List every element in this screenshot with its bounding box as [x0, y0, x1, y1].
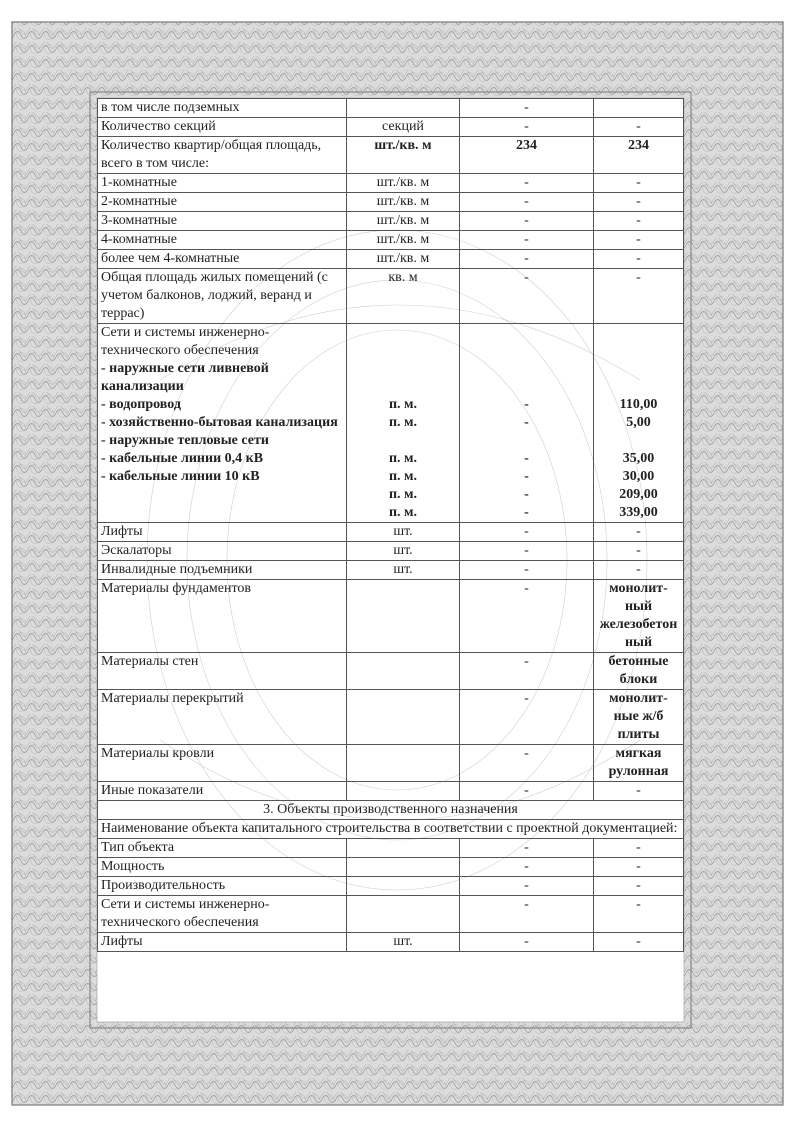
project-value: - [460, 690, 594, 745]
network-item-actual: 30,00 [622, 469, 655, 484]
document-body [97, 98, 684, 952]
table-row [98, 933, 684, 952]
project-value: - [460, 561, 594, 580]
table-row [98, 877, 684, 896]
network-item-name: - наружные тепловые сети [101, 433, 269, 448]
indicator-name: в том числе подземных [98, 99, 347, 118]
table-row [98, 99, 684, 118]
indicator-name: Инвалидные подъемники [98, 561, 347, 580]
indicators-table [97, 98, 684, 952]
actual-value: - [594, 542, 684, 561]
indicator-name: Тип объекта [98, 839, 347, 858]
table-row [98, 193, 684, 212]
network-item-unit: п. м. [388, 451, 418, 466]
unit-cell: шт. [347, 561, 460, 580]
table-row [98, 118, 684, 137]
network-item-project: - [524, 397, 529, 412]
actual-value: 234 [594, 137, 684, 174]
unit-cell [347, 653, 460, 690]
networks-names [98, 324, 347, 523]
actual-value: - [594, 174, 684, 193]
networks-header: Сети и системы инженерно-технического обеспечения [101, 325, 270, 358]
actual-value [594, 99, 684, 118]
actual-value: - [594, 231, 684, 250]
unit-cell: шт./кв. м [347, 231, 460, 250]
project-value: - [460, 193, 594, 212]
table-row [98, 561, 684, 580]
table-row [98, 782, 684, 801]
network-item-project: - [524, 487, 529, 502]
indicator-name: 2-комнатные [98, 193, 347, 212]
network-item-name: - водопровод [101, 397, 181, 412]
actual-value: - [594, 212, 684, 231]
network-item-actual: 339,00 [619, 505, 658, 520]
unit-cell: шт./кв. м [347, 250, 460, 269]
indicator-name: более чем 4-комнатные [98, 250, 347, 269]
unit-cell [347, 858, 460, 877]
unit-cell [347, 99, 460, 118]
table-row [98, 653, 684, 690]
indicator-name: Иные показатели [98, 782, 347, 801]
actual-value: - [594, 858, 684, 877]
network-item-actual: 110,00 [619, 397, 658, 412]
project-value: 234 [460, 137, 594, 174]
project-value: - [460, 580, 594, 653]
indicator-name: Материалы кровли [98, 745, 347, 782]
table-row [98, 580, 684, 653]
table-row [98, 542, 684, 561]
actual-value: - [594, 250, 684, 269]
project-value: - [460, 269, 594, 324]
unit-cell [347, 745, 460, 782]
table-row [98, 269, 684, 324]
project-value: - [460, 745, 594, 782]
table-row [98, 250, 684, 269]
actual-value: - [594, 523, 684, 542]
project-value: - [460, 933, 594, 952]
networks-row [98, 324, 684, 523]
project-value: - [460, 877, 594, 896]
table-row [98, 839, 684, 858]
unit-cell: шт./кв. м [347, 193, 460, 212]
actual-value: - [594, 782, 684, 801]
unit-cell: шт./кв. м [347, 212, 460, 231]
unit-cell: шт. [347, 542, 460, 561]
network-item-unit: п. м. [388, 505, 418, 520]
project-value: - [460, 896, 594, 933]
table-row [98, 690, 684, 745]
unit-cell [347, 877, 460, 896]
unit-cell [347, 839, 460, 858]
network-item-actual: 35,00 [622, 451, 655, 466]
actual-value: - [594, 839, 684, 858]
unit-cell: шт./кв. м [347, 174, 460, 193]
network-item-unit: п. м. [388, 415, 418, 430]
project-value: - [460, 782, 594, 801]
indicator-name: 3-комнатные [98, 212, 347, 231]
unit-cell [347, 690, 460, 745]
table-row [98, 212, 684, 231]
indicator-name: 1-комнатные [98, 174, 347, 193]
indicator-name: Количество секций [98, 118, 347, 137]
unit-cell [347, 580, 460, 653]
project-value: - [460, 174, 594, 193]
indicator-name: Материалы фундаментов [98, 580, 347, 653]
project-value: - [460, 231, 594, 250]
project-value: - [460, 523, 594, 542]
section3-description-row [98, 820, 684, 839]
indicator-name: Эскалаторы [98, 542, 347, 561]
project-value: - [460, 653, 594, 690]
section3-title-row [98, 801, 684, 820]
actual-value: бетонные блоки [594, 653, 684, 690]
table-row [98, 745, 684, 782]
actual-value: - [594, 193, 684, 212]
network-item-project: - [524, 469, 529, 484]
table-row [98, 137, 684, 174]
section3-title: 3. Объекты производственного назначения [98, 801, 684, 820]
unit-cell [347, 782, 460, 801]
actual-value: - [594, 896, 684, 933]
actual-value: мягкая рулонная [594, 745, 684, 782]
indicator-name: Сети и системы инженерно-технического обеспечения [98, 896, 347, 933]
table-row [98, 896, 684, 933]
project-value: - [460, 99, 594, 118]
table-row [98, 858, 684, 877]
unit-cell [347, 896, 460, 933]
actual-value: монолит-ные ж/б плиты [594, 690, 684, 745]
unit-cell: шт./кв. м [347, 137, 460, 174]
indicator-name: Количество квартир/общая площадь, всего в том числе: [98, 137, 347, 174]
networks-units [347, 324, 460, 523]
unit-cell: кв. м [347, 269, 460, 324]
network-item-unit: п. м. [388, 397, 418, 412]
indicator-name: Материалы стен [98, 653, 347, 690]
project-value: - [460, 250, 594, 269]
actual-value: - [594, 269, 684, 324]
network-item-project: - [524, 505, 529, 520]
table-row [98, 174, 684, 193]
project-value: - [460, 118, 594, 137]
table-row [98, 231, 684, 250]
project-value: - [460, 858, 594, 877]
actual-value: - [594, 877, 684, 896]
actual-value: - [594, 118, 684, 137]
network-item-name: - наружные сети ливневой канализации [101, 361, 269, 394]
unit-cell: шт. [347, 933, 460, 952]
unit-cell: шт. [347, 523, 460, 542]
actual-value: - [594, 561, 684, 580]
network-item-unit: п. м. [388, 487, 418, 502]
indicator-name: Лифты [98, 933, 347, 952]
indicator-name: Общая площадь жилых помещений (с учетом балконов, лоджий, веранд и террас) [98, 269, 347, 324]
network-item-name: - хозяйственно-бытовая канализация [101, 415, 338, 430]
network-item-project: - [524, 451, 529, 466]
networks-actual [594, 324, 684, 523]
project-value: - [460, 212, 594, 231]
indicator-name: Лифты [98, 523, 347, 542]
network-item-actual: 209,00 [619, 487, 658, 502]
indicator-name: Производительность [98, 877, 347, 896]
network-item-name: - кабельные линии 10 кВ [101, 469, 260, 484]
network-item-name: - кабельные линии 0,4 кВ [101, 451, 264, 466]
actual-value: монолит-ный железобетон ный [594, 580, 684, 653]
network-item-unit: п. м. [388, 469, 418, 484]
unit-cell: секций [347, 118, 460, 137]
section3-description: Наименование объекта капитального строительства в соответствии с проектной документацией: [98, 820, 684, 839]
network-item-project: - [524, 415, 529, 430]
indicator-name: Материалы перекрытий [98, 690, 347, 745]
indicator-name: 4-комнатные [98, 231, 347, 250]
project-value: - [460, 542, 594, 561]
actual-value: - [594, 933, 684, 952]
networks-project [460, 324, 594, 523]
network-item-actual: 5,00 [626, 415, 651, 430]
table-row [98, 523, 684, 542]
indicator-name: Мощность [98, 858, 347, 877]
project-value: - [460, 839, 594, 858]
